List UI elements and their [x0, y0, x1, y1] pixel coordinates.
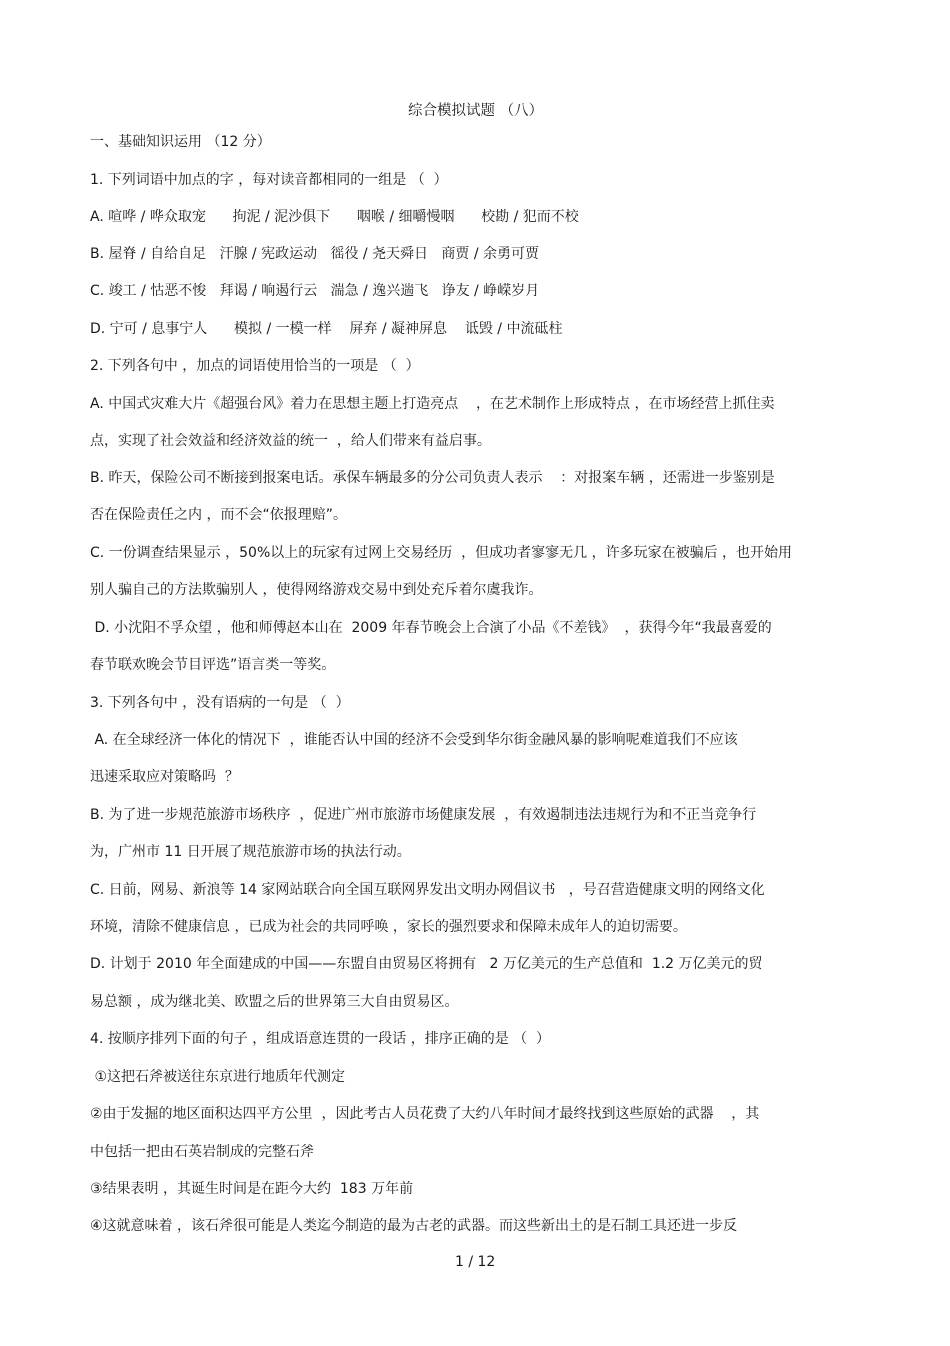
text-line: 3. 下列各句中 ，没有语病的一句是 （ ）: [90, 695, 350, 711]
text-line: B. 屋脊 / 自给自足 汗腺 / 宪政运动 徭役 / 尧天舜日 商贾 / 余勇可贾: [90, 246, 540, 262]
text-line: 迅速采取应对策略吗 ？: [90, 769, 239, 785]
text-line: ③结果表明 ，其诞生时间是在距今大约 183 万年前: [90, 1181, 414, 1197]
text-line: 春节联欢晚会节目评选”语言类一等奖。: [90, 657, 336, 673]
text-line: A. 在全球经济一体化的情况下 ，谁能否认中国的经济不会受到华尔街金融风暴的影响呢难道我们不应该: [90, 732, 738, 748]
text-line: B. 为了进一步规范旅游市场秩序 ，促进广州市旅游市场健康发展 ，有效遏制违法违规行为和不正当竞争行: [90, 807, 757, 823]
text-line: 为，广州市 11 日开展了规范旅游市场的执法行动。: [90, 844, 411, 860]
text-line: A. 喧哗 / 哗众取宠 拘泥 / 泥沙俱下 咽喉 / 细嚼慢咽 校勘 / 犯而不校: [90, 209, 579, 225]
text-line: A. 中国式灾难大片《超强台风》着力在思想主题上打造亮点 ，在艺术制作上形成特点 ，在市场经营上抓住卖: [90, 396, 775, 412]
text-line: 点，实现了社会效益和经济效益的统一 ，给人们带来有益启事。: [90, 433, 491, 449]
text-line: C. 日前，网易、新浪等 14 家网站联合向全国互联网界发出文明办网倡议书 ，号召营造健康文明的网络文化: [90, 882, 765, 898]
page-title: 综合模拟试题 （八）: [408, 103, 544, 119]
text-line: 易总额 ，成为继北美、欧盟之后的世界第三大自由贸易区。: [90, 994, 459, 1010]
text-line: 别人骗自己的方法欺骗别人 ，使得网络游戏交易中到处充斥着尔虞我诈。: [90, 582, 543, 598]
text-line: C. 竣工 / 怙恶不悛 拜谒 / 响遏行云 湍急 / 逸兴遄飞 诤友 / 峥嵘岁月: [90, 283, 540, 299]
text-line: ①这把石斧被送往东京进行地质年代测定: [90, 1069, 345, 1085]
text-line: 否在保险责任之内 ，而不会“依报理赔”。: [90, 507, 347, 523]
page-number: 1 / 12: [455, 1254, 496, 1270]
text-line: B. 昨天，保险公司不断接到报案电话。承保车辆最多的分公司负责人表示 ：对报案车辆 ，还需进一步鉴别是: [90, 470, 775, 486]
text-line: 2. 下列各句中 ，加点的词语使用恰当的一项是 （ ）: [90, 358, 420, 374]
text-line: ④这就意味着 ，该石斧很可能是人类迄今制造的最为古老的武器。而这些新出土的是石制工具还进一步反: [90, 1218, 737, 1234]
text-line: D. 宁可 / 息事宁人 模拟 / 一模一样 屏弃 / 凝神屏息 诋毁 / 中流砥柱: [90, 321, 563, 337]
text-line: ②由于发掘的地区面积达四平方公里 ，因此考古人员花费了大约八年时间才最终找到这些原始的武器 ，其: [90, 1106, 760, 1122]
text-line: 环境，清除不健康信息 ，已成为社会的共同呼唤 ，家长的强烈要求和保障未成年人的迫切需要。: [90, 919, 687, 935]
text-line: D. 计划于 2010 年全面建成的中国——东盟自由贸易区将拥有 2 万亿美元的生产总值和 1.2 万亿美元的贸: [90, 956, 763, 972]
text-line: D. 小沈阳不孚众望 ，他和师傅赵本山在 2009 年春节晚会上合演了小品《不差钱》 ，获得今年“我最喜爱的: [90, 620, 772, 636]
text-line: C. 一份调查结果显示 ，50%以上的玩家有过网上交易经历 ，但成功者寥寥无几 ，许多玩家在被骗后 ，也开始用: [90, 545, 793, 561]
text-line: 1. 下列词语中加点的字 ，每对读音都相同的一组是 （ ）: [90, 172, 448, 188]
text-line: 中包括一把由石英岩制成的完整石斧: [90, 1144, 314, 1160]
text-line: 一、基础知识运用 （12 分）: [90, 134, 271, 150]
text-line: 4. 按顺序排列下面的句子 ，组成语意连贯的一段话 ，排序正确的是 （ ）: [90, 1031, 551, 1047]
